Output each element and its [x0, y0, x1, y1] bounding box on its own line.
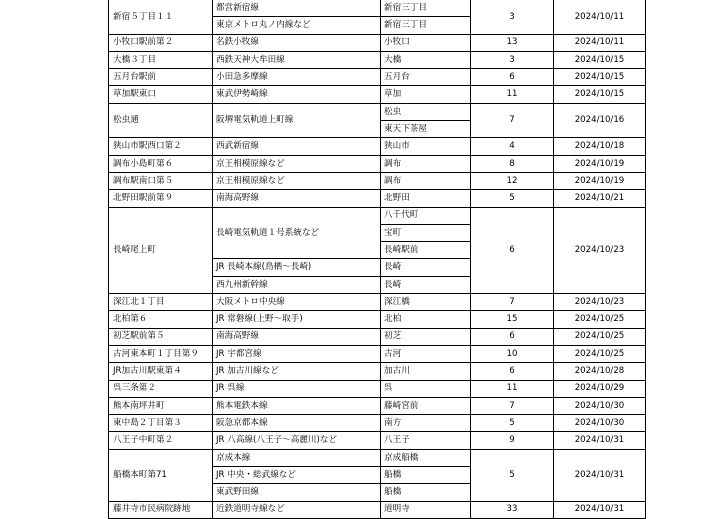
table-row: [109, 345, 646, 362]
rail-line-cell: 西武新宿線: [213, 138, 381, 155]
rail-line-cell: JR 常磐線(上野～取手): [213, 311, 381, 328]
date-cell: 2024/10/11: [554, 0, 646, 34]
table-row: [109, 380, 646, 397]
date-cell: 2024/10/15: [554, 51, 646, 68]
table-row: [109, 138, 646, 155]
station-cell: 新宿三丁目: [381, 0, 471, 17]
count-cell: 4: [471, 138, 554, 155]
location-name-cell: 熊本南坪井町: [109, 397, 213, 414]
location-name-cell: 新宿５丁目１１: [109, 0, 213, 34]
date-cell: 2024/10/31: [554, 449, 646, 501]
rail-line-cell: 京成本線: [213, 449, 381, 466]
date-cell: 2024/10/21: [554, 190, 646, 207]
station-cell: 長崎: [381, 276, 471, 293]
rail-line-cell: 小田急多摩線: [213, 69, 381, 86]
station-cell: 古河: [381, 345, 471, 362]
count-cell: 33: [471, 501, 554, 518]
rail-line-cell: 近鉄道明寺線など: [213, 501, 381, 518]
rail-line-cell: JR 中央・総武線など: [213, 467, 381, 484]
rail-line-cell: 西九州新幹線: [213, 276, 381, 293]
count-cell: 11: [471, 380, 554, 397]
location-name-cell: 船橋本町第71: [109, 449, 213, 501]
rail-line-cell: 南海高野線: [213, 328, 381, 345]
rail-line-cell: JR 八高線(八王子～高麗川)など: [213, 432, 381, 449]
station-cell: 南方: [381, 415, 471, 432]
count-cell: 12: [471, 172, 554, 189]
location-name-cell: 五月台駅前: [109, 69, 213, 86]
date-cell: 2024/10/15: [554, 69, 646, 86]
location-name-cell: 長崎尾上町: [109, 207, 213, 293]
station-cell: 調布: [381, 172, 471, 189]
table-row: [109, 103, 646, 120]
date-cell: 2024/10/25: [554, 345, 646, 362]
table-row: [109, 294, 646, 311]
count-cell: 6: [471, 328, 554, 345]
date-cell: 2024/10/15: [554, 86, 646, 103]
date-cell: 2024/10/31: [554, 501, 646, 518]
count-cell: 7: [471, 103, 554, 138]
station-cell: 北野田: [381, 190, 471, 207]
table-row: [109, 190, 646, 207]
location-name-cell: 小牧口駅前第２: [109, 34, 213, 51]
table-row: [109, 397, 646, 414]
station-cell: 松虫: [381, 103, 471, 120]
count-cell: 7: [471, 294, 554, 311]
rail-line-cell: 阪堺電気軌道上町線: [213, 103, 381, 138]
location-name-cell: 草加駅東口: [109, 86, 213, 103]
station-cell: 京成船橋: [381, 449, 471, 466]
location-name-cell: 狭山市駅西口第２: [109, 138, 213, 155]
table-row: [109, 86, 646, 103]
rail-line-cell: JR 呉線: [213, 380, 381, 397]
rail-line-cell: JR 長崎本線(鳥栖～長崎): [213, 259, 381, 276]
table-row: [109, 207, 646, 224]
station-cell: 新宿三丁目: [381, 17, 471, 34]
rail-line-cell: 名鉄小牧線: [213, 34, 381, 51]
date-cell: 2024/10/19: [554, 155, 646, 172]
count-cell: 5: [471, 190, 554, 207]
date-cell: 2024/10/30: [554, 397, 646, 414]
table-row: [109, 155, 646, 172]
table-row: [109, 311, 646, 328]
count-cell: 13: [471, 34, 554, 51]
date-cell: 2024/10/23: [554, 207, 646, 293]
station-cell: 深江橋: [381, 294, 471, 311]
count-cell: 3: [471, 51, 554, 68]
table-row: [109, 501, 646, 518]
station-cell: 呉: [381, 380, 471, 397]
count-cell: 7: [471, 397, 554, 414]
rail-line-cell: 大阪メトロ中央線: [213, 294, 381, 311]
station-cell: 小牧口: [381, 34, 471, 51]
count-cell: 8: [471, 155, 554, 172]
station-cell: 北柏: [381, 311, 471, 328]
location-name-cell: 松虫通: [109, 103, 213, 138]
station-cell: 草加: [381, 86, 471, 103]
rail-line-cell: 都営新宿線: [213, 0, 381, 17]
parking-table: [108, 0, 646, 519]
station-cell: 道明寺: [381, 501, 471, 518]
date-cell: 2024/10/30: [554, 415, 646, 432]
count-cell: 15: [471, 311, 554, 328]
location-name-cell: 古河東本町１丁目第９: [109, 345, 213, 362]
date-cell: 2024/10/19: [554, 172, 646, 189]
location-name-cell: 八王子中町第２: [109, 432, 213, 449]
date-cell: 2024/10/25: [554, 328, 646, 345]
location-name-cell: 深江北１丁目: [109, 294, 213, 311]
location-name-cell: JR加古川駅東第４: [109, 363, 213, 380]
table-row: [109, 51, 646, 68]
station-cell: 長崎: [381, 259, 471, 276]
rail-line-cell: 東武伊勢崎線: [213, 86, 381, 103]
rail-line-cell: 南海高野線: [213, 190, 381, 207]
count-cell: 5: [471, 415, 554, 432]
station-cell: 初芝: [381, 328, 471, 345]
station-cell: 八王子: [381, 432, 471, 449]
station-cell: 東天下茶屋: [381, 121, 471, 138]
date-cell: 2024/10/25: [554, 311, 646, 328]
location-name-cell: 大橋３丁目: [109, 51, 213, 68]
date-cell: 2024/10/28: [554, 363, 646, 380]
count-cell: 10: [471, 345, 554, 362]
table-row: [109, 0, 646, 17]
rail-line-cell: 京王相模原線など: [213, 155, 381, 172]
table-row: [109, 69, 646, 86]
station-cell: 宝町: [381, 224, 471, 241]
table-row: [109, 34, 646, 51]
table-row: [109, 328, 646, 345]
count-cell: 9: [471, 432, 554, 449]
count-cell: 11: [471, 86, 554, 103]
date-cell: 2024/10/16: [554, 103, 646, 138]
station-cell: 五月台: [381, 69, 471, 86]
station-cell: 調布: [381, 155, 471, 172]
station-cell: 船橋: [381, 484, 471, 501]
station-cell: 長崎駅前: [381, 242, 471, 259]
table-body: [109, 0, 646, 518]
date-cell: 2024/10/23: [554, 294, 646, 311]
location-name-cell: 呉三条第２: [109, 380, 213, 397]
count-cell: 6: [471, 363, 554, 380]
location-name-cell: 北柏第６: [109, 311, 213, 328]
date-cell: 2024/10/31: [554, 432, 646, 449]
rail-line-cell: 長崎電気軌道１号系統など: [213, 207, 381, 259]
station-cell: 大橋: [381, 51, 471, 68]
rail-line-cell: JR 加古川線など: [213, 363, 381, 380]
location-name-cell: 初芝駅前第５: [109, 328, 213, 345]
rail-line-cell: 京王相模原線など: [213, 172, 381, 189]
location-name-cell: 調布小島町第６: [109, 155, 213, 172]
count-cell: 6: [471, 69, 554, 86]
count-cell: 5: [471, 449, 554, 501]
rail-line-cell: 東京メトロ丸ノ内線など: [213, 17, 381, 34]
count-cell: 6: [471, 207, 554, 293]
rail-line-cell: 阪急京都本線: [213, 415, 381, 432]
rail-line-cell: 西鉄天神大牟田線: [213, 51, 381, 68]
station-cell: 加古川: [381, 363, 471, 380]
location-name-cell: 藤井寺市民病院跡地: [109, 501, 213, 518]
location-name-cell: 北野田駅前第９: [109, 190, 213, 207]
table-row: [109, 449, 646, 466]
station-cell: 八千代町: [381, 207, 471, 224]
table-row: [109, 172, 646, 189]
station-cell: 船橋: [381, 467, 471, 484]
table-row: [109, 432, 646, 449]
station-cell: 狭山市: [381, 138, 471, 155]
date-cell: 2024/10/11: [554, 34, 646, 51]
date-cell: 2024/10/18: [554, 138, 646, 155]
location-name-cell: 調布駅南口第５: [109, 172, 213, 189]
rail-line-cell: JR 宇都宮線: [213, 345, 381, 362]
rail-line-cell: 東武野田線: [213, 484, 381, 501]
table-row: [109, 363, 646, 380]
date-cell: 2024/10/29: [554, 380, 646, 397]
table-row: [109, 415, 646, 432]
rail-line-cell: 熊本電鉄本線: [213, 397, 381, 414]
count-cell: 3: [471, 0, 554, 34]
location-name-cell: 東中島２丁目第３: [109, 415, 213, 432]
station-cell: 藤崎宮前: [381, 397, 471, 414]
